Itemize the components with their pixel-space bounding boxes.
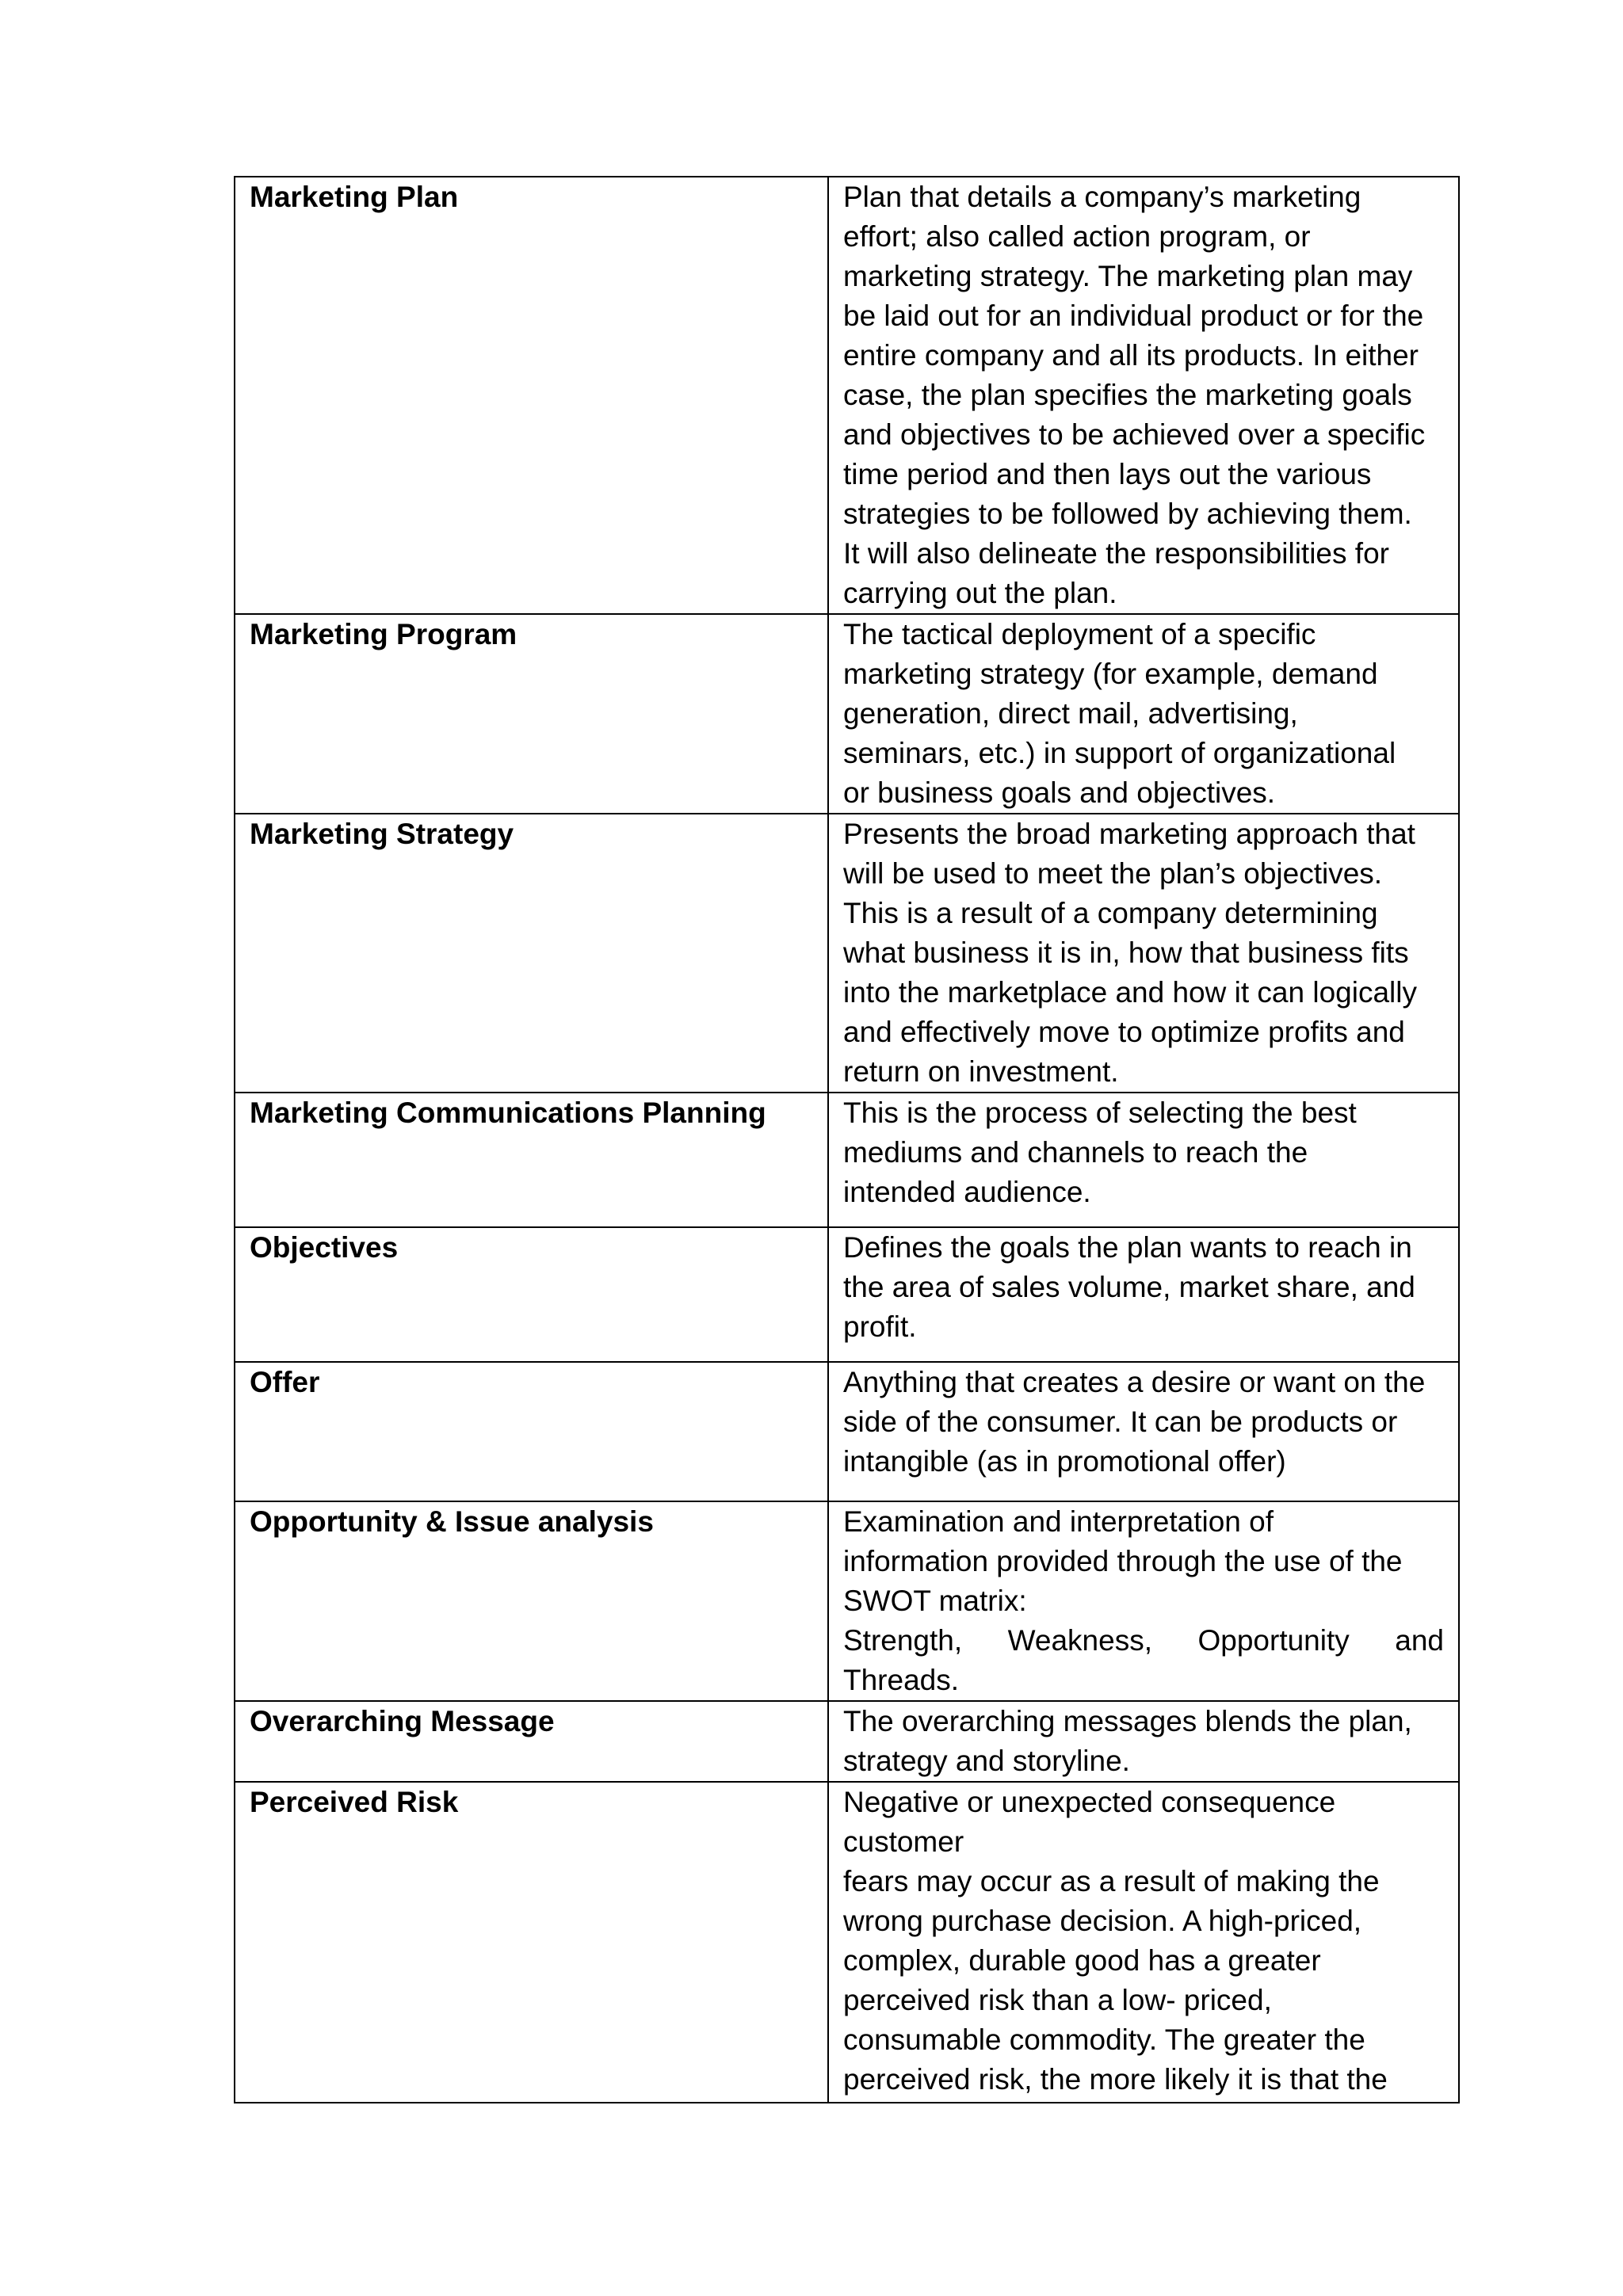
definition-line: profit. — [843, 1310, 917, 1343]
term-label: Offer — [250, 1366, 320, 1398]
definition-cell — [828, 614, 1459, 814]
definition-line: intended audience. — [843, 1176, 1091, 1208]
definition-line: The tactical deployment of a specific — [843, 618, 1316, 650]
definition-cell — [828, 814, 1459, 1093]
definition-line: SWOT matrix: — [843, 1585, 1027, 1617]
definition-line: perceived risk, the more likely it is that the — [843, 2063, 1388, 2096]
definition-line: intangible (as in promotional offer) — [843, 1445, 1286, 1478]
definition-line: mediums and channels to reach the — [843, 1136, 1308, 1169]
definition-line: Presents the broad marketing approach that — [843, 818, 1415, 850]
definition-line: Threads. — [843, 1664, 960, 1696]
definition-line: Defines the goals the plan wants to reach in — [843, 1231, 1412, 1264]
definition-line: strategies to be followed by achieving them. — [843, 498, 1412, 530]
definition-cell — [828, 177, 1459, 614]
definition-line: time period and then lays out the various — [843, 458, 1372, 490]
definition-line: This is a result of a company determining — [843, 897, 1378, 929]
definition-line: Examination and interpretation of — [843, 1505, 1274, 1538]
definition-line: and objectives to be achieved over a specific — [843, 418, 1426, 451]
term-label: Marketing Program — [250, 618, 517, 650]
definition-line: information provided through the use of the — [843, 1545, 1403, 1577]
term-label: Marketing Strategy — [250, 818, 514, 850]
term-cell — [235, 614, 828, 814]
definition-line: This is the process of selecting the best — [843, 1097, 1357, 1129]
definition-line: fears may occur as a result of making the — [843, 1865, 1380, 1897]
definition-line: wrong purchase decision. A high-priced, — [843, 1905, 1362, 1937]
definition-line: Negative or unexpected consequence — [843, 1786, 1336, 1818]
definition-line: Strength, Weakness, Opportunity and — [843, 1624, 1444, 1657]
table-row — [235, 614, 1459, 814]
definition-cell — [828, 1782, 1459, 2103]
definition-line: be laid out for an individual product or for the — [843, 299, 1424, 332]
term-cell — [235, 1782, 828, 2103]
term-cell — [235, 1362, 828, 1501]
term-label: Perceived Risk — [250, 1786, 459, 1818]
term-cell — [235, 1227, 828, 1362]
table-row — [235, 1227, 1459, 1362]
definition-line: marketing strategy. The marketing plan may — [843, 260, 1413, 292]
term-cell — [235, 1501, 828, 1701]
definition-line: Plan that details a company’s marketing — [843, 181, 1361, 213]
definition-line: or business goals and objectives. — [843, 776, 1276, 809]
term-label: Objectives — [250, 1231, 399, 1264]
definition-line: marketing strategy (for example, demand — [843, 658, 1378, 690]
definition-line: The overarching messages blends the plan, — [843, 1705, 1412, 1737]
definition-line: return on investment. — [843, 1055, 1119, 1088]
definition-cell — [828, 1362, 1459, 1501]
definition-cell — [828, 1701, 1459, 1782]
definition-cell — [828, 1501, 1459, 1701]
term-label: Overarching Message — [250, 1705, 555, 1737]
table-row — [235, 1501, 1459, 1701]
definition-cell — [828, 1227, 1459, 1362]
definition-line: Anything that creates a desire or want on the — [843, 1366, 1426, 1398]
definition-line: complex, durable good has a greater — [843, 1944, 1321, 1977]
definition-line: into the marketplace and how it can logically — [843, 976, 1417, 1009]
definition-line: carrying out the plan. — [843, 577, 1117, 609]
definition-line: the area of sales volume, market share, and — [843, 1271, 1415, 1303]
definition-line: and effectively move to optimize profits and — [843, 1016, 1405, 1048]
definition-line: effort; also called action program, or — [843, 220, 1311, 253]
definition-line: what business it is in, how that business fits — [843, 936, 1409, 969]
term-label: Opportunity & Issue analysis — [250, 1505, 654, 1538]
term-cell — [235, 177, 828, 614]
definition-line: perceived risk than a low- priced, — [843, 1984, 1272, 2016]
term-cell — [235, 1701, 828, 1782]
definition-cell — [828, 1093, 1459, 1227]
definition-line: seminars, etc.) in support of organizational — [843, 737, 1396, 769]
definition-line: customer — [843, 1825, 964, 1858]
table-row — [235, 1093, 1459, 1227]
term-label: Marketing Plan — [250, 181, 459, 213]
definition-line: consumable commodity. The greater the — [843, 2023, 1365, 2056]
definition-line: will be used to meet the plan’s objectives. — [843, 857, 1383, 890]
definition-line: entire company and all its products. In either — [843, 339, 1419, 372]
definition-line: It will also delineate the responsibilities for — [843, 537, 1389, 570]
table-row — [235, 1362, 1459, 1501]
table-row — [235, 1782, 1459, 2103]
term-cell — [235, 814, 828, 1093]
table-row — [235, 1701, 1459, 1782]
table-row — [235, 177, 1459, 614]
definition-line: generation, direct mail, advertising, — [843, 697, 1298, 730]
term-cell — [235, 1093, 828, 1227]
definition-line: case, the plan specifies the marketing goals — [843, 379, 1412, 411]
glossary-table — [234, 176, 1460, 2103]
definition-line: side of the consumer. It can be products or — [843, 1405, 1398, 1438]
table-row — [235, 814, 1459, 1093]
definition-line: strategy and storyline. — [843, 1745, 1130, 1777]
term-label: Marketing Communications Planning — [250, 1097, 766, 1129]
